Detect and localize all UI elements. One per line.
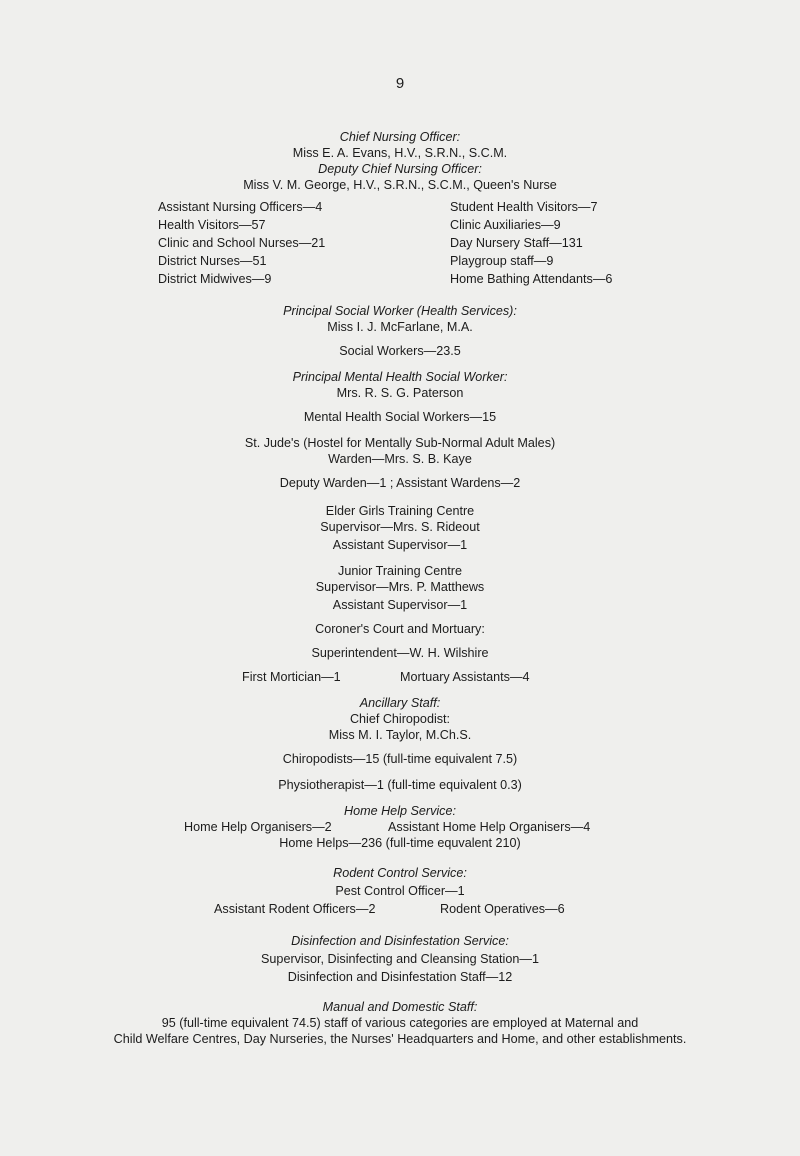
- st-judes-title: St. Jude's (Hostel for Mentally Sub-Normal Adult Males): [244, 436, 556, 450]
- rodent-operatives: Rodent Operatives—6: [440, 902, 565, 916]
- physiotherapist-count: Physiotherapist—1 (full-time equivalent 0.3): [278, 778, 522, 792]
- manual-domestic-heading: Manual and Domestic Staff:: [322, 1000, 478, 1014]
- list-item: Student Health Visitors—7: [450, 200, 598, 214]
- list-item: District Nurses—51: [158, 254, 267, 268]
- chief-nursing-name: Miss E. A. Evans, H.V., S.R.N., S.C.M.: [292, 146, 508, 160]
- ancillary-heading: Ancillary Staff:: [359, 696, 441, 710]
- st-judes-deputies: Deputy Warden—1 ; Assistant Wardens—2: [279, 476, 521, 490]
- list-item: District Midwives—9: [158, 272, 272, 286]
- elder-girls-title: Elder Girls Training Centre: [325, 504, 475, 518]
- home-helps-count: Home Helps—236 (full-time equvalent 210): [279, 836, 521, 850]
- social-workers-count: Social Workers—23.5: [339, 344, 461, 358]
- elder-girls-supervisor: Supervisor—Mrs. S. Rideout: [320, 520, 480, 534]
- list-item: Home Bathing Attendants—6: [450, 272, 613, 286]
- manual-domestic-line-1: 95 (full-time equivalent 74.5) staff of various categories are employed at Maternal and: [161, 1016, 639, 1030]
- chiropodists-count: Chiropodists—15 (full-time equivalent 7.5): [282, 752, 518, 766]
- home-help-organisers: Home Help Organisers—2: [184, 820, 332, 834]
- chief-chiropodist-title: Chief Chiropodist:: [349, 712, 451, 726]
- coroners-superintendent: Superintendent—W. H. Wilshire: [311, 646, 489, 660]
- home-help-heading: Home Help Service:: [344, 804, 456, 818]
- st-judes-warden: Warden—Mrs. S. B. Kaye: [328, 452, 472, 466]
- rodent-control-heading: Rodent Control Service:: [333, 866, 467, 880]
- list-item: Day Nursery Staff—131: [450, 236, 583, 250]
- social-worker-heading: Principal Social Worker (Health Services):: [283, 304, 517, 318]
- mental-health-staff: Mental Health Social Workers—15: [303, 410, 497, 424]
- social-worker-name: Miss I. J. McFarlane, M.A.: [327, 320, 473, 334]
- junior-training-supervisor: Supervisor—Mrs. P. Matthews: [315, 580, 485, 594]
- deputy-nursing-name: Miss V. M. George, H.V., S.R.N., S.C.M., Queen's Nurse: [243, 178, 557, 192]
- disinfection-staff: Disinfection and Disinfestation Staff—12: [287, 970, 513, 984]
- deputy-nursing-heading: Deputy Chief Nursing Officer:: [318, 162, 482, 176]
- manual-domestic-line-2: Child Welfare Centres, Day Nurseries, the Nurses' Headquarters and Home, and other establishments.: [113, 1032, 687, 1046]
- chief-chiropodist-name: Miss M. I. Taylor, M.Ch.S.: [328, 728, 472, 742]
- page-number: 9: [395, 75, 405, 92]
- mental-health-heading: Principal Mental Health Social Worker:: [292, 370, 508, 384]
- list-item: Clinic Auxiliaries—9: [450, 218, 561, 232]
- mortuary-assistants: Mortuary Assistants—4: [400, 670, 530, 684]
- first-mortician: First Mortician—1: [242, 670, 341, 684]
- disinfection-heading: Disinfection and Disinfestation Service:: [291, 934, 509, 948]
- list-item: Playgroup staff—9: [450, 254, 554, 268]
- assistant-home-help-organisers: Assistant Home Help Organisers—4: [388, 820, 591, 834]
- junior-training-title: Junior Training Centre: [338, 564, 462, 578]
- list-item: Health Visitors—57: [158, 218, 266, 232]
- disinfection-supervisor: Supervisor, Disinfecting and Cleansing Station—1: [261, 952, 539, 966]
- coroners-title: Coroner's Court and Mortuary:: [315, 622, 485, 636]
- chief-nursing-heading: Chief Nursing Officer:: [339, 130, 461, 144]
- list-item: Clinic and School Nurses—21: [158, 236, 326, 250]
- pest-control-officer: Pest Control Officer—1: [335, 884, 465, 898]
- assistant-rodent-officers: Assistant Rodent Officers—2: [214, 902, 376, 916]
- elder-girls-assistant: Assistant Supervisor—1: [332, 538, 468, 552]
- mental-health-name: Mrs. R. S. G. Paterson: [336, 386, 464, 400]
- list-item: Assistant Nursing Officers—4: [158, 200, 323, 214]
- junior-training-assistant: Assistant Supervisor—1: [332, 598, 468, 612]
